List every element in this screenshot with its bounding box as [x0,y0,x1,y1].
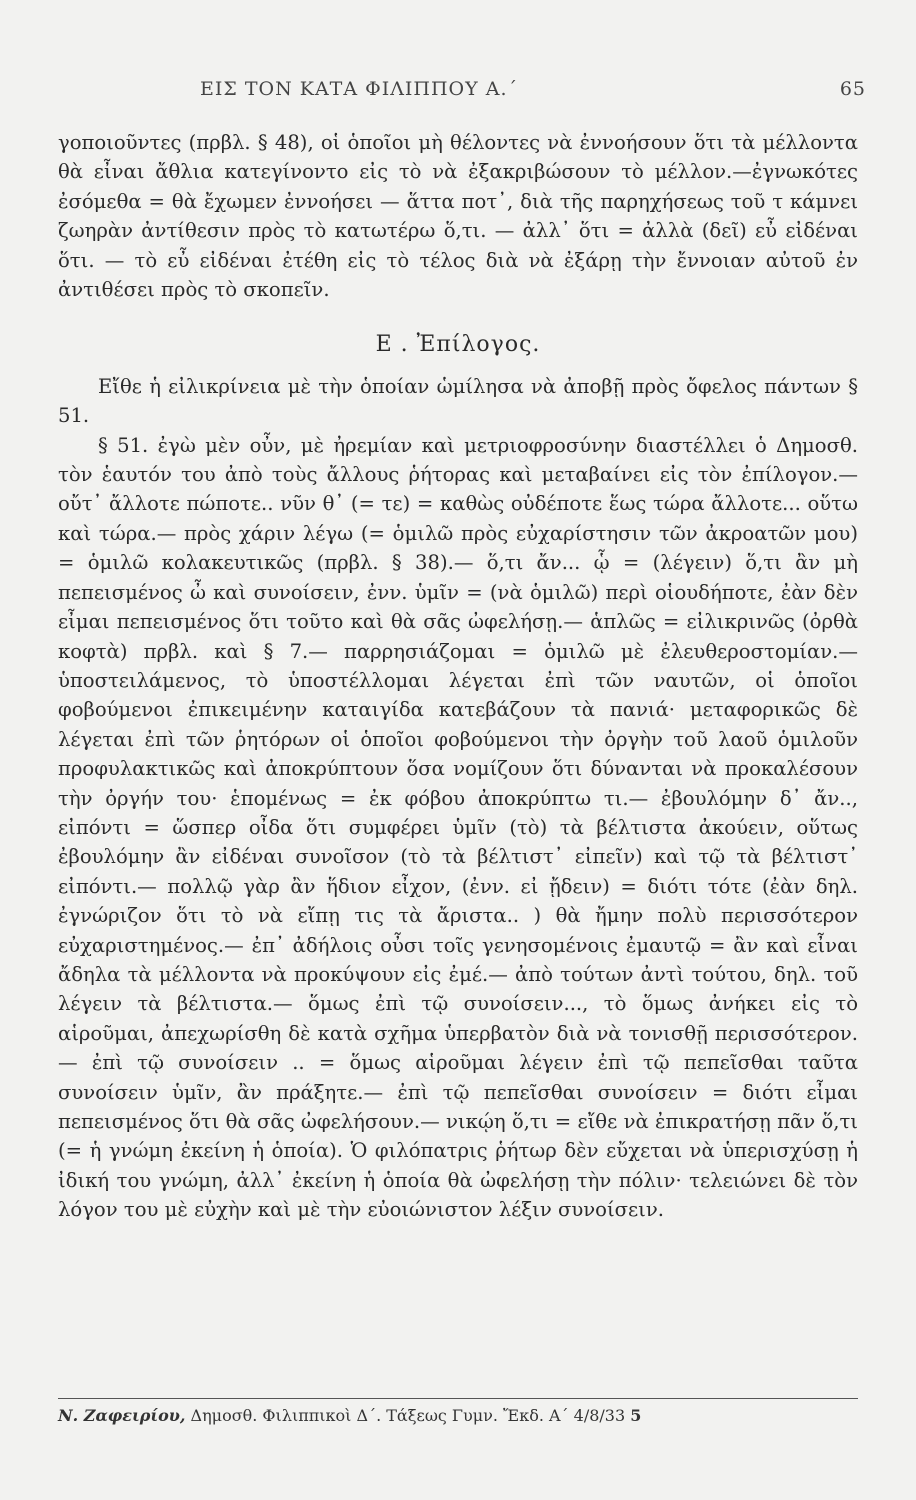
paragraph-section-51: § 51. ἐγὼ μὲν οὖν, μὲ ἠρεμίαν καὶ μετριοφροσύνην διαστέλλει ὁ Δημοσθ. τὸν ἑαυτόν του ἀπὸ τοὺς ἄλλους ῥήτορας καὶ μεταβαίνει εἰς τὸν ἐπίλογον.— οὔτ᾽ ἄλλοτε πώποτε.. νῦν θ᾽ (= τε) = καθὼς οὐδέποτε ἕως τώρα ἄλλοτε... οὕτω καὶ τώρα.— πρὸς χάριν λέγω (= ὁμιλῶ πρὸς εὐχαρίστησιν τῶν ἀκροατῶν μου) = ὁμιλῶ κολακευτικῶς (πρβλ. § 38).— ὅ,τι ἄν... ᾧ = (λέγειν) ὅ,τι ἂν μὴ πεπεισμένος ὦ καὶ συνοίσειν, ἐνν. ὑμῖν = (νὰ ὁμιλῶ) περὶ οἱουδήποτε, ἐὰν δὲν εἶμαι πεπεισμένος ὅτι τοῦτο καὶ θὰ σᾶς ὠφελήσῃ.— ἁπλῶς = εἰλικρινῶς (ὀρθὰ κοφτὰ) πρβλ. καὶ § 7.— παρρησιάζομαι = ὁμιλῶ μὲ ἐλευθεροστομίαν.— ὑποστειλάμενος, τὸ ὑποστέλλομαι λέγεται ἐπὶ τῶν ναυτῶν, οἱ ὁποῖοι φοβούμενοι ἐπικειμένην καταιγίδα κατεβάζουν τὰ πανιά· μεταφορικῶς δὲ λέγεται ἐπὶ τῶν ῥητόρων οἱ ὁποῖοι φοβούμενοι τὴν ὀργὴν τοῦ λαοῦ ὁμιλοῦν προφυλακτικῶς καὶ ἀποκρύπτουν ὅσα νομίζουν ὅτι δύνανται νὰ προκαλέσουν τὴν ὀργήν του· ἑπομένως = ἐκ φόβου ἀποκρύπτω τι.— ἐβουλόμην δ᾽ ἄν.., εἰπόντι = ὥσπερ οἶδα ὅτι συμφέρει ὑμῖν (τὸ) τὰ βέλτιστα ἀκούειν, οὕτως ἐβουλόμην ἂν εἰδέναι συνοῖσον (τὸ τὰ βέλτιστ᾽ εἰπεῖν) καὶ τῷ τὰ βέλτιστ᾽ εἰπόντι.— πολλῷ γὰρ ἂν ἥδιον εἶχον, (ἐνν. εἰ ᾔδειν) = διότι τότε (ἐὰν δηλ. ἐγνώριζον ὅτι τὸ νὰ εἴπῃ τις τὰ ἄριστα.. ) θὰ ἤμην πολὺ περισσότερον εὐχαριστημένος.— ἐπ᾽ ἀδήλοις οὖσι τοῖς γενησομένοις ἐμαυτῷ = ἂν καὶ εἶναι ἄδηλα τὰ μέλλοντα νὰ προκύψουν εἰς ἐμέ.— ἀπὸ τούτων ἀντὶ τούτου, δηλ. τοῦ λέγειν τὰ βέλτιστα.— ὅμως ἐπὶ τῷ συνοίσειν..., τὸ ὅμως ἀνήκει εἰς τὸ αἱροῦμαι, ἀπεχωρίσθη δὲ κατὰ σχῆμα ὑπερβατὸν διὰ νὰ τονισθῇ περισσότερον.— ἐπὶ τῷ συνοίσειν .. = ὅμως αἱροῦμαι λέγειν ἐπὶ τῷ πεπεῖσθαι ταῦτα συνοίσειν ὑμῖν, ἂν πράξητε.— ἐπὶ τῷ πεπεῖσθαι συνοίσειν = διότι εἶμαι πεπεισμένος ὅτι θὰ σᾶς ὠφελήσουν.— νικῴη ὅ,τι = εἴθε νὰ ἐπικρατήσῃ πᾶν ὅ,τι (= ἡ γνώμη ἐκείνη ἡ ὁποία). Ὁ φιλόπατρις ῥήτωρ δὲν εὔχεται νὰ ὑπερισχύσῃ ἡ ἰδική του γνώμη, ἀλλ᾽ ἐκείνη ἡ ὁποία θὰ ὠφελήσῃ τὴν πόλιν· τελειώνει δὲ τὸν λόγον του μὲ εὐχὴν καὶ μὲ τὴν εὐοιώνιστον λέξιν συνοίσειν. [58,433,858,1222]
paragraph-commentary-end: γοποιοῦντες (πρβλ. § 48), οἱ ὁποῖοι μὴ θέλοντες νὰ ἐννοήσουν ὅτι τὰ μέλλοντα θὰ εἶναι ἄθλια κατεγίνοντο εἰς τὸ νὰ ἐξακριβώσουν τὸ μέλλον.—ἐγνωκότες ἐσόμεθα = θὰ ἔχωμεν ἐννοήσει — ἅττα ποτ᾽, διὰ τῆς παρηχήσεως τοῦ τ κάμνει ζωηρὰν ἀντίθεσιν πρὸς τὸ κατωτέρω ὅ,τι. — ἀλλ᾽ ὅτι = ἀλλὰ (δεῖ) εὖ εἰδέναι ὅτι. — τὸ εὖ εἰδέναι ἐτέθη εἰς τὸ τέλος διὰ νὰ ἐξάρῃ τὴν ἔννοιαν αὐτοῦ ἐν ἀντιθέσει πρὸς τὸ σκοπεῖν. [58,131,858,302]
paragraph-summary: Εἴθε ἡ εἰλικρίνεια μὲ τὴν ὁποίαν ὡμίλησα νὰ ἀποβῇ πρὸς ὄφελος πάντων § 51. [58,374,858,428]
document-body [58,128,858,1225]
footer-signature-mark: 5 [630,1406,642,1425]
running-title: ΕΙΣ ΤΟΝ ΚΑΤΑ ΦΙΛΙΠΠΟΥ Α.΄ [200,78,518,100]
page-footer [58,1406,858,1425]
section-heading: Ε . Ἐπίλογος. [375,332,541,358]
footer-divider [58,1398,858,1399]
page-number: 65 [839,78,866,100]
footer-publication: Δημοσθ. Φιλιππικοὶ Δ΄. Τάξεως Γυμν. Ἔκδ. Α΄ 4/8/33 [190,1406,626,1425]
footer-author: Ν. Ζαφειρίου, [58,1406,186,1425]
